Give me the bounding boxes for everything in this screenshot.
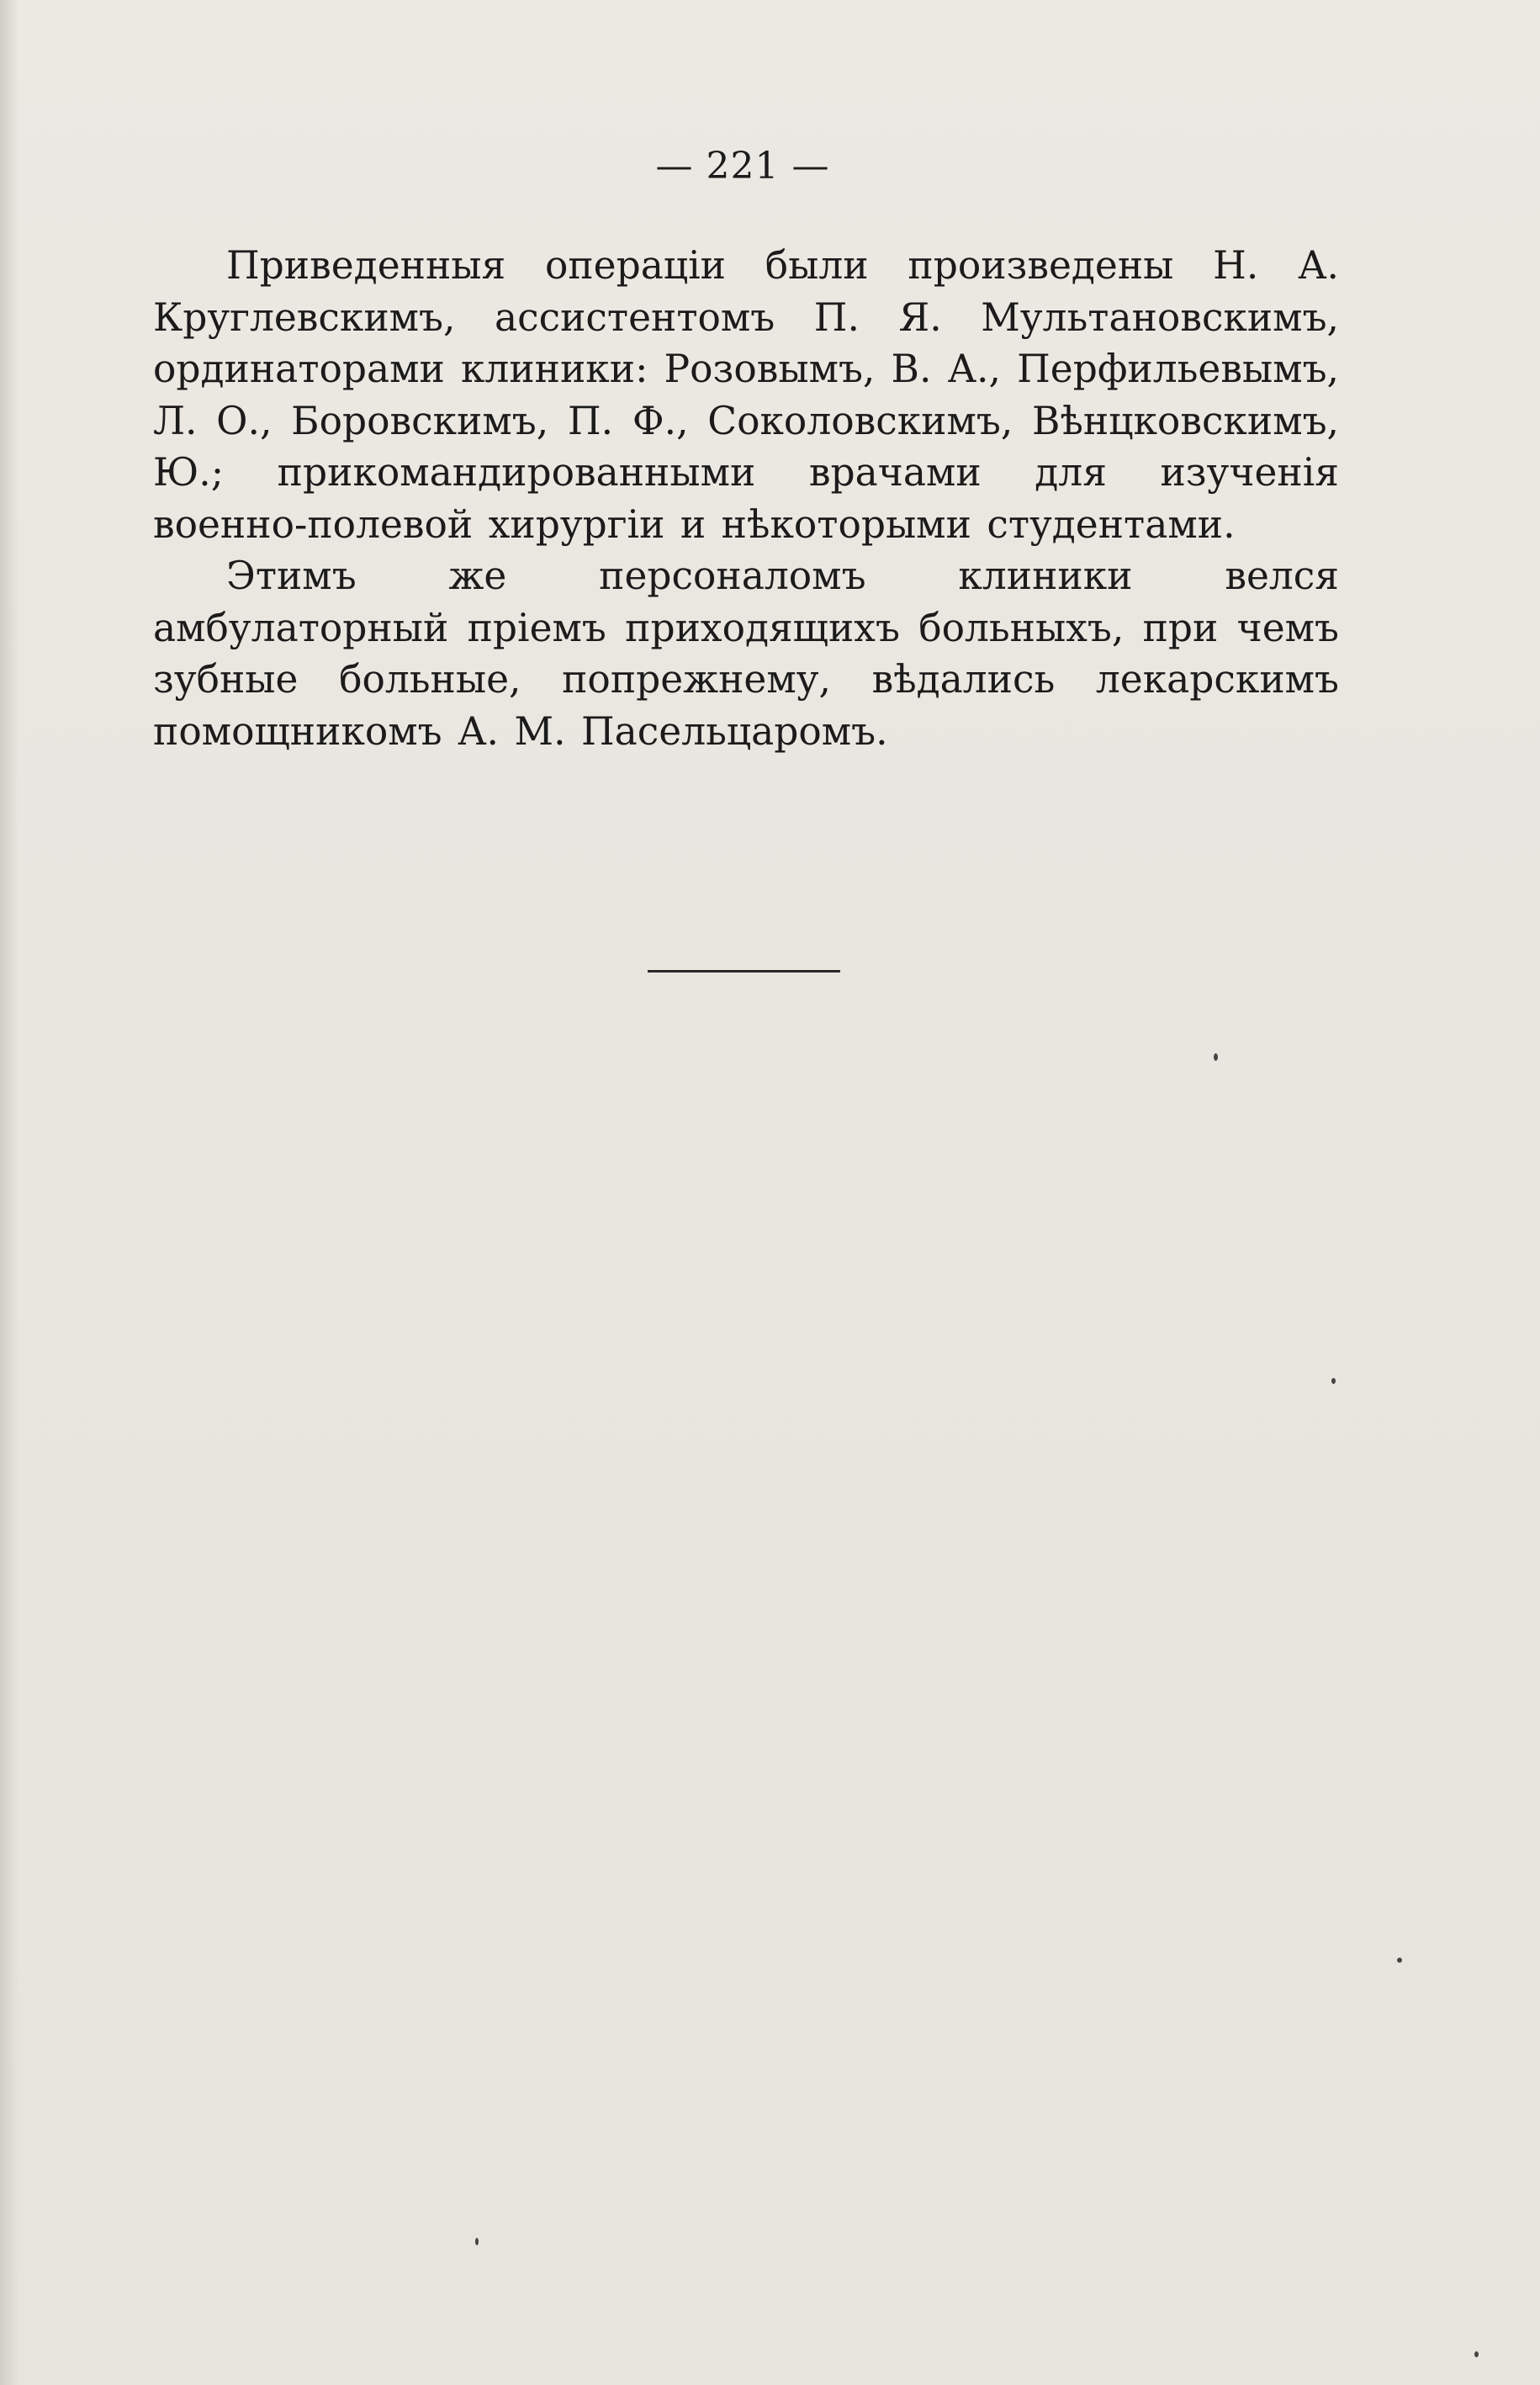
paper-speck	[1331, 1378, 1336, 1384]
body-text	[153, 240, 1339, 757]
paper-speck	[1214, 1053, 1218, 1061]
paragraph-ambulatory: Этимъ же персоналомъ клиники велся амбулаторный пріемъ приходящихъ больныхъ, при чемъ зубные больные, попрежнему, вѣдались лекарскимъ помощникомъ А. М. Пасельцаромъ.	[153, 554, 1339, 754]
paragraph-operations: Приведенныя операціи были произведены Н. А. Круглевскимъ, ассистентомъ П. Я. Мультановскимъ, ординаторами клиники: Розовымъ, В. А., Перфильевымъ, Л. О., Боровскимъ, П. Ф., Соколовскимъ, Вѣнцковскимъ, Ю.; прикомандированными врачами для изученія военно-полевой хирургіи и нѣкоторыми студентами.	[153, 243, 1339, 547]
paper-speck	[1474, 2351, 1479, 2357]
section-end-rule	[648, 970, 840, 973]
paper-speck	[475, 2238, 479, 2245]
page-number: — 221 —	[655, 145, 830, 188]
page-edge-shadow	[0, 0, 19, 2385]
paper-speck	[1397, 1958, 1402, 1963]
